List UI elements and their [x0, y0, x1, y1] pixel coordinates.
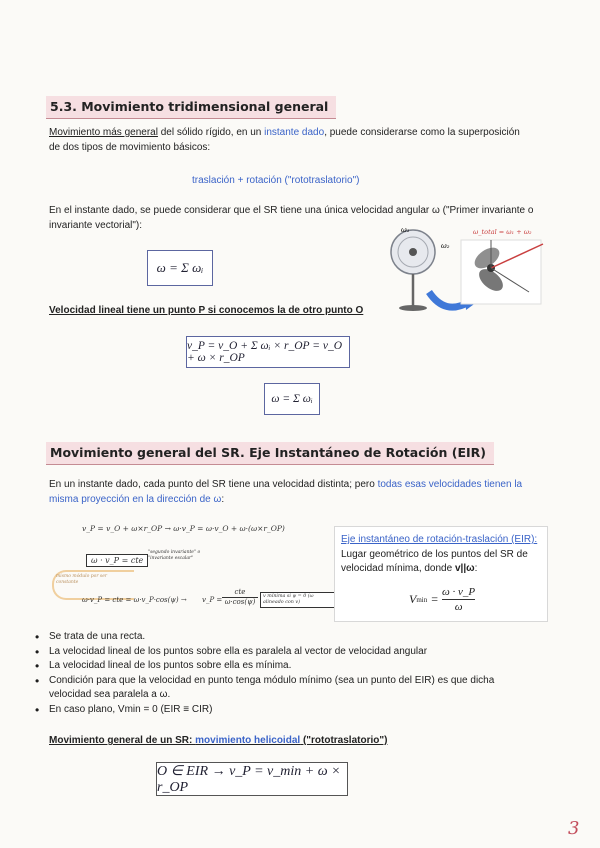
traslacion-rotacion-line: traslación + rotación ("rototraslatorio") — [192, 175, 360, 186]
eir-definition-box — [334, 526, 548, 622]
section-title-2: Movimiento general del SR. Eje Instantáneo de Rotación (EIR) — [46, 442, 494, 465]
proyeccion-paragraph: En un instante dado, cada punto del SR tiene una velocidad distinta; pero todas esas velocidades tienen la misma proyección en la dirección de ω: — [49, 479, 523, 505]
intro-paragraph: Movimiento más general del sólido rígido, en un instante dado, puede considerarse como la superposición de dos tipos de movimiento básicos: — [49, 127, 520, 153]
list-item: • La velocidad lineal de los puntos sobre ella es paralela al vector de velocidad angular — [35, 645, 535, 660]
note-line-3: ω·v_P = cte = ω·v_P·cos(ψ) → — [82, 596, 187, 604]
list-item: • En caso plano, Vmin = 0 (EIR ≡ CIR) — [35, 703, 535, 718]
formula-vp: v_P = v_O + Σ ωᵢ × r_OP = v_O + ω × r_OP — [186, 336, 350, 368]
section-title-1: 5.3. Movimiento tridimensional general — [46, 96, 336, 119]
fan-rotation-figure — [383, 222, 553, 318]
page-number: 3 — [568, 818, 580, 839]
list-item: • La velocidad lineal de los puntos sobre ella es mínima. — [35, 659, 535, 674]
fig-label-wtotal: ω_total = ω₁ + ω₂ — [473, 228, 532, 236]
vmin-fraction: $\frac{\omega \cdot v\_P}{\omega}$ — [442, 586, 476, 613]
fan-illustration — [391, 230, 435, 311]
note-line-1: v_P = v_O + ω×r_OP → ω·v_P = ω·v_O + ω·(ω×r_OP) — [82, 524, 285, 533]
note-boxed-comment: "segundo invariante" o "invariante escalar" — [148, 550, 201, 561]
handwritten-notes — [56, 524, 334, 620]
formula-omega: ω = Σ ωᵢ — [147, 250, 213, 286]
formula-helicoidal: O ∈ EIR → v_P = v_min + ω × r_OP — [156, 762, 348, 796]
vmin-formula: V min = $\frac{\omega \cdot v\_P}{\omega}$ — [409, 586, 476, 613]
eir-properties-list — [35, 630, 535, 717]
formula-omega-sum: ω = Σ ωᵢ — [264, 383, 320, 415]
omega-paragraph: En el instante dado, se puede considerar que el SR tiene una única velocidad angular ω ("Primer invariante o invariante vectorial"): — [49, 205, 534, 231]
list-item: • Condición para que la velocidad en punto tenga módulo mínimo (sea un punto del EIR) es que dicha velocidad sea paralela a ω. — [35, 674, 535, 703]
note-boxed-invariant: ω · v_P = cte — [86, 554, 148, 567]
fig-label-w2: ω₂ — [441, 242, 450, 250]
note-cap: mismo módulo por ser constante — [56, 574, 108, 585]
list-item: • Se trata de una recta. — [35, 630, 535, 645]
fig-label-w1: ω₁ — [401, 226, 410, 234]
note-min-condition: v mínima si ψ = 0 (ω alineado con v) — [260, 592, 338, 608]
helicoidal-subheading: Movimiento general de un SR: movimiento helicoidal ("rototraslatorio") — [49, 735, 388, 746]
eir-definition-text: Eje instantáneo de rotación-traslación (EIR): Lugar geométrico de los puntos del SR de velocidad mínima, donde v||ω: — [341, 534, 538, 574]
propeller-illustration — [461, 240, 543, 304]
note-fraction: cte ω·cos(ψ) — [222, 588, 258, 607]
velocidad-lineal-subheading: Velocidad lineal tiene un punto P si conocemos la de otro punto O — [49, 305, 364, 316]
note-vp-label: v_P = — [202, 596, 223, 604]
